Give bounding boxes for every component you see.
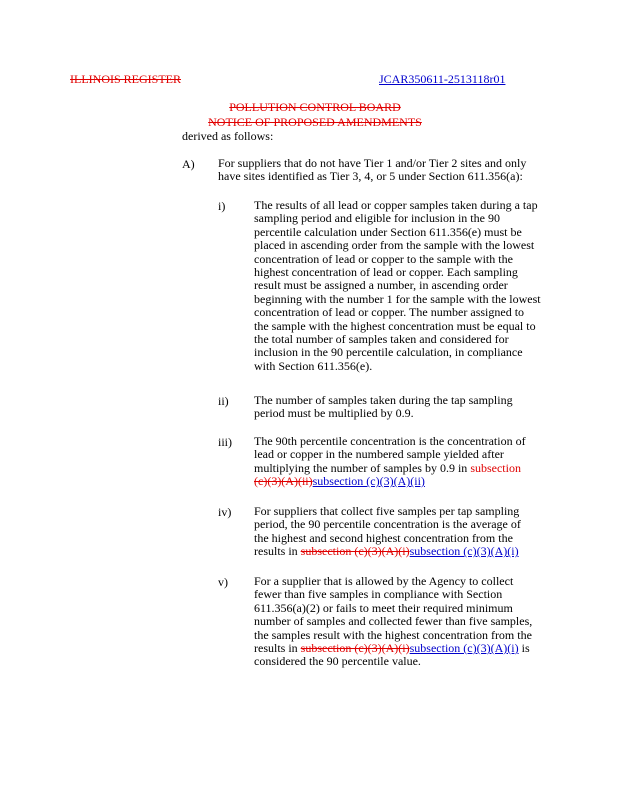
jcar-reference[interactable]: JCAR350611-2513118r01 [379,72,506,86]
item-i-line: percentile calculation under Section 611.356(e) must be [254,224,522,239]
item-iv-line [254,545,521,558]
item-iv-line: the highest and second highest concentration from the [254,530,513,545]
item-i-line: beginning with the number 1 for the sample with the lowest [254,291,541,306]
item-v-marker: v) [218,575,228,589]
section-a-marker: A) [182,157,195,171]
item-i-line: highest concentration of lead or copper. Each sampling [254,265,518,280]
item-iv-line: period, the 90 percentile concentration is the average of [254,517,521,532]
item-iv-text [254,505,521,559]
item-i-text [254,199,541,373]
item-iv-marker: iv) [218,505,232,519]
item-ii-marker: ii) [218,394,229,408]
item-iii-line: The 90th percentile concentration is the concentration of [254,434,526,448]
item-iii-line [254,475,526,488]
item-i-marker: i) [218,199,226,213]
item-v-line: fewer than five samples in compliance with Section [254,587,503,602]
item-i-line: concentration of lead or copper to the sample with the [254,251,513,266]
item-ii-line: The number of samples taken during the tap sampling [254,393,513,407]
register-title: ILLINOIS REGISTER [70,72,181,86]
deleted-subsection-ref: subsection (c)(3)(A)(i) [300,641,410,656]
item-i-line: The results of all lead or copper samples taken during a tap [254,198,538,212]
subsection-link[interactable]: subsection (c)(3)(A)(i) [409,641,519,656]
item-i-line: the sample with the highest concentration must be equal to [254,318,536,333]
item-v-line: considered the 90 percentile value. [254,654,421,669]
subsection-link[interactable]: subsection (c)(3)(A)(ii) [312,474,425,489]
item-v-line6-tail: is [518,641,530,656]
section-a-line-2: have sites identified as Tier 3, 4, or 5 under Section 611.356(a): [218,169,523,184]
section-a-text [218,157,526,184]
item-i-line: result must be assigned a number, in ascending order [254,278,508,293]
item-iv-line: For suppliers that collect five samples per tap sampling [254,504,520,518]
item-ii-text [254,394,513,421]
item-v-line: 611.356(a)(2) or fails to meet their required minimum [254,600,513,615]
item-v-text [254,575,532,669]
section-a-line-1: For suppliers that do not have Tier 1 and/or Tier 2 sites and only [218,156,527,170]
item-iii-line [254,462,526,475]
item-iii-line: lead or copper in the numbered sample yielded after [254,447,504,462]
deleted-subsection-ref: subsection (c)(3)(A)(i) [300,544,410,559]
intro-text: derived as follows: [182,129,274,143]
item-v-line: the samples result with the highest concentration from the [254,627,532,642]
item-i-line: with Section 611.356(e). [254,358,373,373]
item-i-line: placed in ascending order from the sample with the lowest [254,238,535,253]
item-v-line [254,642,532,655]
inserted-subsection: subsection [470,460,521,475]
item-i-line: the total number of samples taken and considered for [254,332,509,347]
board-title: POLLUTION CONTROL BOARD [229,100,401,114]
item-iii-line3-text: multiplying the number of samples by 0.9 in [254,460,471,475]
item-v-line: number of samples and collected fewer than five samples, [254,614,533,629]
item-iv-line4-text: results in [254,544,301,559]
item-ii-line: period must be multiplied by 0.9. [254,406,414,421]
notice-title: NOTICE OF PROPOSED AMENDMENTS [208,115,422,129]
item-v-line: For a supplier that is allowed by the Agency to collect [254,574,514,588]
item-iii-text [254,435,526,489]
item-v-line6-text: results in [254,641,301,656]
item-i-line: sampling period and eligible for inclusion in the 90 [254,211,500,226]
item-iii-marker: iii) [218,435,232,449]
subsection-link[interactable]: subsection (c)(3)(A)(i) [409,544,519,559]
deleted-subsection-ref: (c)(3)(A)(ii) [254,474,313,489]
item-i-line: concentration of lead or copper. The number assigned to [254,305,525,320]
item-i-line: inclusion in the 90 percentile calculation, in compliance [254,345,523,360]
